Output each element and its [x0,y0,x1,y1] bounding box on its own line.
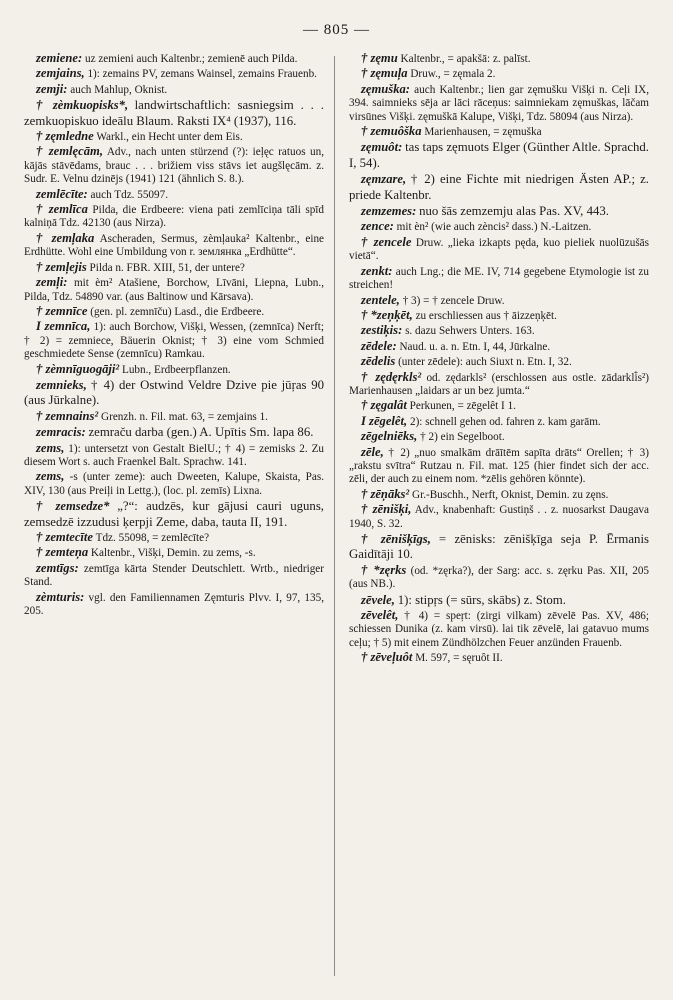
entry-body: Ascheraden, Sermus, zèmļauka² Kaltenbr., eine Erdhütte. Wohl eine Umbildung von r. землянка „Erdhütte“. [24,232,325,259]
entry-body: landwirtschaftlich: sasniegsim . . . zemkuopiskuo ideālu Blaum. Raksti IX⁴ (1937), 116. [24,98,324,128]
entry-headword: zēvelêt, [361,608,399,623]
entry-headword: † zèmnīguogāji² [36,361,120,376]
entry-body: -s (unter zeme): auch Dweeten, Kalupe, Skaista, Pas. XIV, 130 (aus Preiļi in Lettg.), (loc. pl. zemīs) Lixna. [24,471,325,497]
entry-body: Perkunen, = zēgelêt I 1. [409,400,516,413]
entry-headword: zemiene: [36,51,83,65]
entry-headword: zēvele, [361,592,395,607]
entry-body: M. 597, = sęruôt II. [415,652,503,665]
entry-body: Kaltenbr., Višķi, Demin. zu zems, -s. [90,547,256,560]
entry-headword: † zęmuļa [361,66,408,81]
dictionary-entry [24,67,324,81]
entry-body: Tdz. 55098, = zemlēcīte? [95,532,210,544]
entry-headword: † *zęrks [361,562,407,577]
dictionary-entry [24,531,324,545]
dictionary-entry [24,499,324,530]
entry-headword: † zędęrkls² [361,369,422,384]
entry-body: s. dazu Sehwers Unters. 163. [405,325,535,338]
entry-body: auch Tdz. 55097. [90,188,169,201]
entry-body: uz zemieni auch Kaltenbr.; zemienē auch Pilda. [84,53,298,65]
entry-headword: † zemteņa [36,545,89,560]
entry-body: Pilda n. FBR. XIII, 51, der untere? [89,261,245,274]
entry-headword: I zēgelêt, [361,413,408,428]
dictionary-entry [349,503,649,531]
entry-body: vgl. den Familiennamen Zęmturis Plvv. I, 97, 135, 205. [24,591,325,618]
dictionary-entry [349,651,649,665]
page-number: — 805 — [303,22,370,38]
dictionary-entry [24,320,324,361]
entry-headword: zemnieks, [36,377,87,392]
entry-body: 1): untersetzt von Gestalt BielU.; † 4) = zemisks 2. Zu diesem Wort s. auch Fraenkel Balt. Sprachw. 141. [24,442,324,468]
dictionary-entry [349,564,649,592]
dictionary-entry [24,83,324,97]
entry-headword: zēdele: [361,338,397,353]
dictionary-entry [24,276,324,304]
entry-headword: † zèmkuopisks*, [36,98,129,113]
dictionary-entry [24,378,324,409]
entry-body: 1): stipŗs (= sūrs, skābs) z. Stom. [397,592,566,607]
entry-body: (od. *zęrka?), der Sarg: acc. s. zęrku Pas. XII, 205 (aus NB.). [349,564,650,591]
dictionary-entry [349,355,649,369]
dictionary-entry [24,562,324,590]
entry-headword: † zęmu [361,51,398,65]
entry-headword: zemtīgs: [36,560,79,575]
dictionary-entry [349,446,649,487]
dictionary-entry [24,98,324,129]
entry-body: Druw., = zęmala 2. [410,68,496,81]
entry-headword: zēle, [361,444,384,459]
dictionary-entry [24,203,324,231]
entry-headword: † zēveļuôt [361,650,413,665]
entry-headword: † zęmledne [36,129,94,144]
entry-headword: I zemnīca, [36,319,91,334]
dictionary-entry [24,591,324,619]
entry-headword: † zencele [361,234,412,249]
dictionary-entry [349,52,649,66]
dictionary-entry [349,488,649,502]
entry-headword: † zęgalât [361,398,407,413]
dictionary-entry [349,399,649,413]
entry-headword: zems, [36,469,65,484]
entry-headword: † *zeņķēt, [361,307,413,322]
entry-body: auch Lng.; die ME. IV, 714 gegebene Etymologie ist zu streichen! [349,265,649,292]
entry-headword: zenkt: [361,263,393,278]
dictionary-entry [349,172,649,203]
entry-body: (unter zēdele): auch Siuxt n. Etn. I, 32. [398,356,572,369]
dictionary-entry [349,265,649,293]
dictionary-entry [24,188,324,202]
entry-body: mit èm² Atašiene, Borchow, Līvāni, Liepna, Lubn., Pilda, Tdz. 54890 var. (aus Baltinow und Kārsava). [24,277,324,303]
dictionary-entry [349,324,649,338]
entry-body: = zēnisks: zēnišķīga seja P. Ērmanis Gaidītāji 10. [349,532,649,562]
entry-headword: zēdelis [361,354,396,369]
dictionary-entry [24,261,324,275]
dictionary-entry [349,125,649,139]
entry-headword: zemjains, [36,66,85,81]
entry-body: „?“: audzēs, kur gājusi cauri uguns, zemsedzē izzudusi ķerpji Zeme, daba, tauta II, 191. [24,499,325,529]
dictionary-entry [349,415,649,429]
column-divider [334,56,335,976]
dictionary-entry [24,305,324,319]
dictionary-entry [24,546,324,560]
entry-body: tas taps zęmuots Elger (Günther Altle. Sprachd. I, 54). [349,140,650,170]
entry-body: zemraču darba (gen.) A. Upītis Sm. lapa 86. [88,425,314,440]
entry-headword: zems, [36,440,65,455]
entry-body: Kaltenbr., = apakšā: z. palīst. [400,53,531,65]
entry-headword: zestiķis: [361,323,403,338]
entry-body: Adv., nach unten stürzend (?): ieļęc ratuos un, kājās stāvēdams, brauc . . . brižiem viss stāvs iet augšlęcām. z. Sudr. E. Velnu dzinējs (1941) 121 (ähnlich S. 8.). [24,146,324,186]
entry-body: Warkl., ein Hecht unter dem Eis. [96,131,243,144]
entry-headword: zemzemes: [361,204,417,219]
entry-headword: zemļi: [36,275,68,290]
dictionary-entry [24,363,324,377]
entry-body: 1): zemains PV, zemans Wainsel, zemains Frauenb. [87,68,317,81]
entry-body: od. zędarkls² (erschlossen aus ostle. zādarkli̇̄s²) Marienhausen „laidars ar un bez jumta.“ [349,371,650,397]
dictionary-entry [349,609,649,650]
dictionary-entry [349,204,649,219]
entry-headword: zence: [361,219,394,234]
entry-headword: † zemļaka [36,230,95,245]
entry-body: nuo šās zemzemju alas Pas. XV, 443. [419,204,609,219]
entry-body: Pilda, die Erdbeere: viena pati zemlīciņa tāli spīd kalniņā Tdz. 42130 (aus Nirza). [24,204,325,230]
entry-headword: zentele, [361,292,400,307]
entry-headword: zemracis: [36,425,86,440]
entry-body: mit èn² (wie auch zèncis² dass.) N.-Laitzen. [396,221,592,234]
dictionary-entry [349,430,649,444]
dictionary-entry [349,593,649,608]
entry-body: 2): schnell gehen od. fahren z. kam garām. [409,415,601,428]
entry-headword: zemji: [36,81,68,96]
entry-body: † 2) „nuo smalkām drāītēm sapīta drāts“ Orellen; † 3) „rakstu svītra“ Rutzau n. Fil. mat. 125 (hier findet sich der acc. zēli, der auch zu einem nom. *zēlis gehören könnte). [349,446,649,486]
entry-headword: † zēnišķi, [361,502,412,517]
entry-headword: zemlēcīte: [36,186,88,201]
dictionary-entry [349,371,649,399]
entry-body: † 4) der Ostwind Veldre Dzive pie jūŗas 90 (aus Jūrkalne). [24,377,325,408]
entry-body: Lubn., Erdbeerpflanzen. [122,363,231,376]
entry-body: (gen. pl. zemnīču) Lasd., die Erdbeere. [90,305,265,318]
dictionary-entry [24,410,324,424]
entry-body: † 2) ein Segelboot. [420,431,505,444]
entry-body: 1): auch Borchow, Višķi, Wessen, (zemnīca) Nerft; † 2) = zemniece, Bäuerin Oknist; † 3) eine vom Schmied geschmiedete Sense (zemnīcu) Ramkau. [24,321,325,361]
entry-body: Adv., knabenhaft: Gustiņš . . z. nuosarkst Daugava 1940, S. 32. [349,504,649,530]
dictionary-entry [349,236,649,264]
entry-body: auch Kaltenbr.; lien gar zęmušku Višķi n. Ceļi IX, 394. saimnieks sēja ar lāci rāceņus: saimniekam zęmuškas, lāčam virsūnes Višķi. zęmuškā Kalupe, Višķi, Tdz. 58094 (aus Nirza). [349,83,649,123]
dictionary-entry [24,425,324,440]
entry-body: Druw. „lieka izkapts pęda, kuo pieliek nuolūzušās vietā“. [349,236,649,263]
entry-headword: † zemsedze* [36,499,110,514]
dictionary-entry [24,145,324,186]
dictionary-entry [24,442,324,470]
dictionary-entry [349,67,649,81]
dictionary-entry [349,140,649,171]
entry-headword: † zemnīce [36,303,88,318]
dictionary-entry [349,340,649,354]
dictionary-entry [349,309,649,323]
entry-body: zu erschliessen aus † āizzeņķēt. [415,309,557,322]
entry-body: † 4) = speŗt: (zirgi vilkam) zēvelē Pas. XV, 486; schiessen Dunika (z. kam virsū). lai tik zēvelē, lai gatavuo mums ceļu; † 5) mit einem Zündhölzchen Feuer anzünden Frauenb. [349,610,650,649]
entry-headword: † zemnains² [36,408,99,423]
entry-headword: † zemlęcām, [36,144,103,159]
dictionary-entry [349,294,649,308]
entry-body: auch Mahlup, Oknist. [70,83,168,96]
entry-body: Marienhausen, = zęmuška [424,126,542,139]
entry-headword: † zemtecīte [36,530,93,544]
entry-body: Gr.-Buschh., Nerft, Oknist, Demin. zu zęns. [412,488,609,501]
entry-headword: † zemlīca [36,202,88,217]
entry-headword: † zēņāks² [361,486,410,501]
entry-headword: zęmuška: [361,81,410,96]
entry-headword: zęmzare, [361,172,407,187]
dictionary-entry [24,52,324,66]
dictionary-entry [349,220,649,234]
entry-body: Naud. u. a. n. Etn. I, 44, Jūrkalne. [399,340,551,353]
entry-body: † 3) = † zencele Druw. [402,294,505,307]
right-column [349,52,649,667]
dictionary-entry [24,232,324,260]
dictionary-entry [349,532,649,563]
left-column [24,52,324,619]
entry-headword: zęmuôt: [361,140,403,155]
entry-headword: † zemļejis [36,259,87,274]
entry-headword: zèmturis: [36,589,85,604]
entry-headword: † zēnišķīgs, [361,532,431,546]
entry-body: zemtīga kārta Stender Deutschlett. Wrtb., niedriger Stand. [24,562,324,589]
dictionary-entry [349,83,649,124]
entry-body: Grenzh. n. Fil. mat. 63, = zemjains 1. [101,410,268,423]
entry-headword: † zemuôška [361,124,422,139]
dictionary-entry [24,130,324,144]
entry-body: † 2) eine Fichte mit niedrigen Ästen AP.; z. priede Kaltenbr. [349,172,649,202]
dictionary-entry [24,470,324,498]
entry-headword: zēgelniēks, [361,429,418,444]
